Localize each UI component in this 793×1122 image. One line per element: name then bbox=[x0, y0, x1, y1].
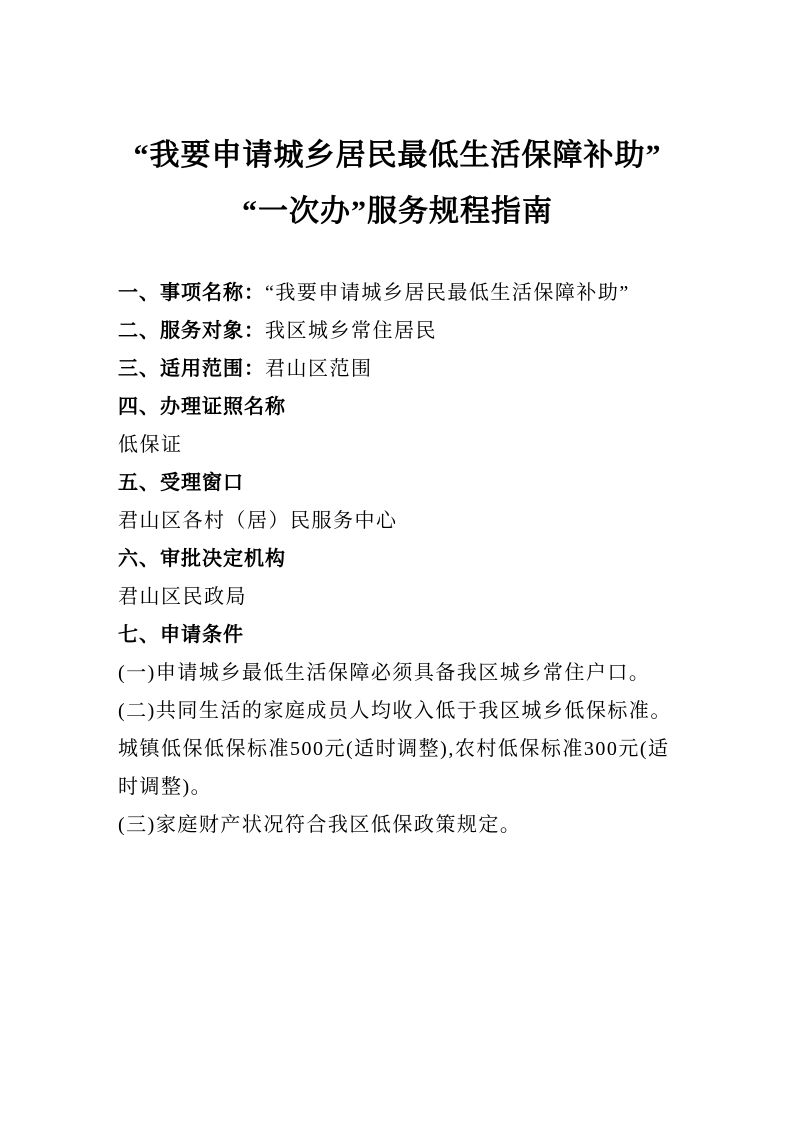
service-target-label: 二、服务对象： bbox=[118, 320, 265, 342]
applicable-scope-label: 三、适用范围： bbox=[118, 358, 265, 380]
applicable-scope-value: 君山区范围 bbox=[265, 358, 373, 380]
document-title bbox=[118, 128, 677, 240]
condition-line-1: (一)申请城乡最低生活保障必须具备我区城乡常住户口。 bbox=[118, 662, 651, 684]
condition-line-2-continued-2: 时调整)。 bbox=[118, 776, 213, 798]
condition-line-2-continued-1: 城镇低保低保标准500元(适时调整),农村低保标准300元(适 bbox=[118, 738, 670, 760]
document-title-line-2: “一次办”服务规程指南 bbox=[242, 195, 553, 228]
service-target-value: 我区城乡常住居民 bbox=[265, 320, 437, 342]
document-body bbox=[118, 274, 677, 844]
acceptance-window-value: 君山区各村（居）民服务中心 bbox=[118, 510, 398, 532]
service-target-row bbox=[118, 312, 677, 350]
item-name-label: 一、事项名称： bbox=[118, 282, 265, 304]
acceptance-window-heading: 五、受理窗口 bbox=[118, 472, 244, 494]
certificate-name-heading: 四、办理证照名称 bbox=[118, 396, 286, 418]
certificate-name-value: 低保证 bbox=[118, 434, 183, 456]
item-name-value: “我要申请城乡居民最低生活保障补助” bbox=[265, 282, 630, 304]
document-title-line-1: “我要申请城乡居民最低生活保障补助” bbox=[133, 139, 662, 172]
approval-authority-value: 君山区民政局 bbox=[118, 586, 247, 608]
application-conditions-heading: 七、申请条件 bbox=[118, 624, 244, 646]
condition-line-2: (二)共同生活的家庭成员人均收入低于我区城乡低保标准。 bbox=[118, 700, 672, 722]
condition-line-3: (三)家庭财产状况符合我区低保政策规定。 bbox=[118, 814, 522, 836]
applicable-scope-row bbox=[118, 350, 677, 388]
item-name-row bbox=[118, 274, 677, 312]
approval-authority-heading: 六、审批决定机构 bbox=[118, 548, 286, 570]
